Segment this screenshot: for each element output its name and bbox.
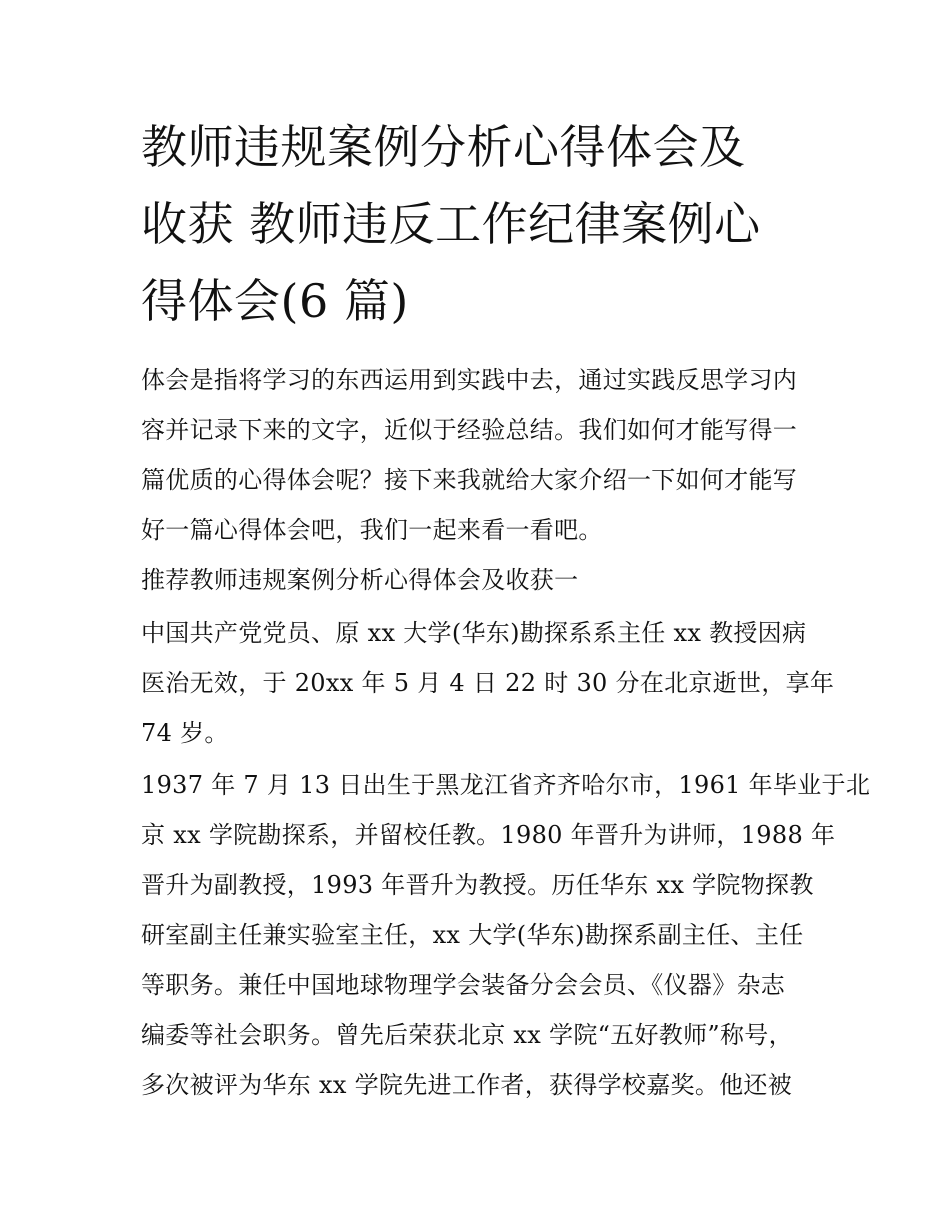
body-line-9: 1937 年 7 月 13 日出生于黑龙江省齐齐哈尔市，1961 年毕业于北 (141, 771, 871, 799)
body-line-11: 晋升为副教授，1993 年晋升为教授。历任华东 xx 学院物探教 (141, 871, 814, 899)
body-line-12: 研室副主任兼实验室主任，xx 大学(华东)勘探系副主任、主任 (141, 921, 804, 949)
body-line-2: 容并记录下来的文字，近似于经验总结。我们如何才能写得一 (141, 416, 798, 444)
section-heading: 推荐教师违规案例分析心得体会及收获一 (141, 566, 579, 594)
body-line-1: 体会是指将学习的东西运用到实践中去，通过实践反思学习内 (141, 366, 798, 394)
document-title-line-3: 得体会(6 篇) (141, 274, 409, 328)
body-line-8: 74 岁。 (141, 719, 229, 747)
document-title-line-2: 收获 教师违反工作纪律案例心 (141, 197, 761, 251)
body-line-7: 医治无效，于 20xx 年 5 月 4 日 22 时 30 分在北京逝世，享年 (141, 669, 835, 697)
body-line-6: 中国共产党党员、原 xx 大学(华东)勘探系系主任 xx 教授因病 (141, 619, 807, 647)
body-line-3: 篇优质的心得体会呢？接下来我就给大家介绍一下如何才能写 (141, 466, 798, 494)
body-line-14: 编委等社会职务。曾先后荣获北京 xx 学院“五好教师”称号， (141, 1021, 793, 1049)
body-line-4: 好一篇心得体会吧，我们一起来看一看吧。 (141, 516, 603, 544)
body-line-10: 京 xx 学院勘探系，并留校任教。1980 年晋升为讲师，1988 年 (141, 821, 836, 849)
body-line-13: 等职务。兼任中国地球物理学会装备分会会员、《仪器》杂志 (141, 971, 786, 999)
body-line-15: 多次被评为华东 xx 学院先进工作者，获得学校嘉奖。他还被 (141, 1071, 793, 1099)
document-title-line-1: 教师违规案例分析心得体会及 (141, 120, 746, 174)
